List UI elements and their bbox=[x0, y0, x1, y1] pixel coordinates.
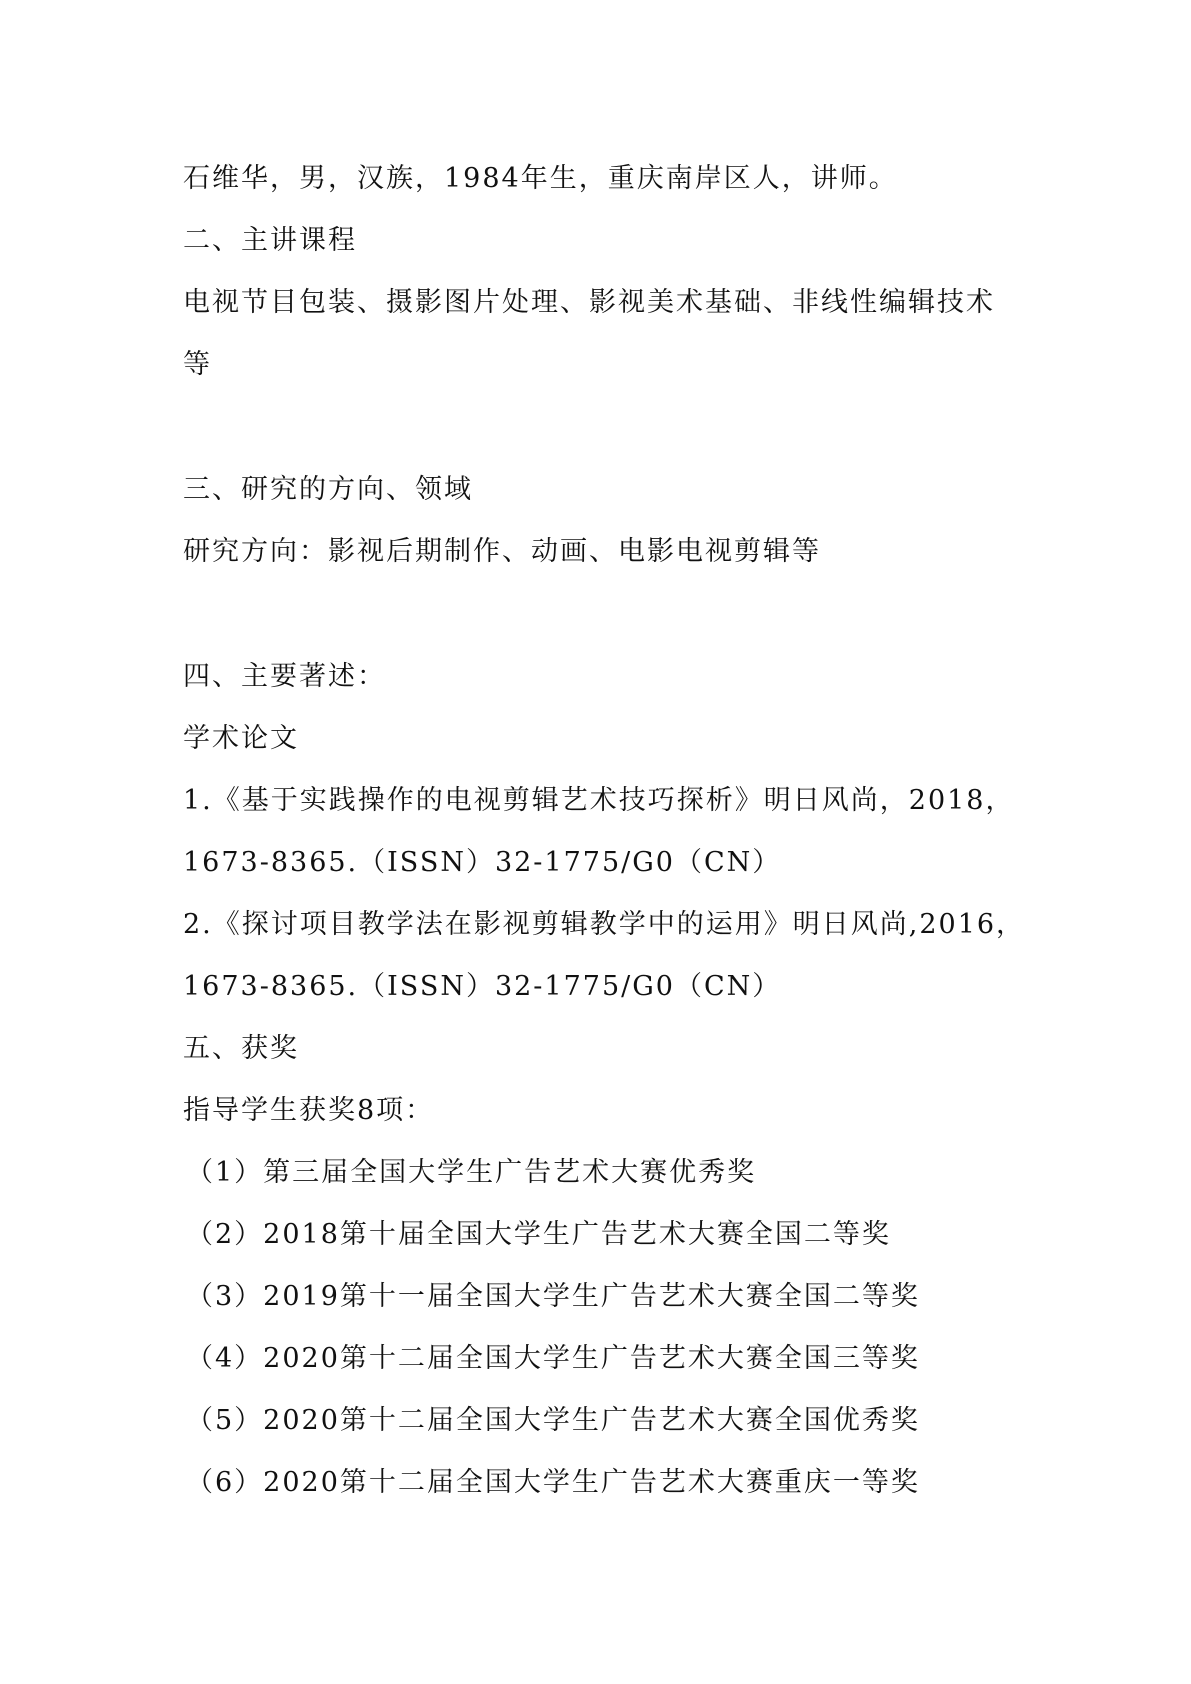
courses-text-continued: 等 bbox=[183, 349, 212, 380]
paper-1-title: 1.《基于实践操作的电视剪辑艺术技巧探析》明日风尚，2018， bbox=[183, 785, 1015, 816]
award-item: （3）2019第十一届全国大学生广告艺术大赛全国二等奖 bbox=[186, 1281, 920, 1312]
paper-1-issn: 1673-8365.（ISSN）32-1775/G0（CN） bbox=[183, 847, 782, 878]
section-heading-research: 三、研究的方向、领域 bbox=[183, 474, 473, 505]
section-heading-awards: 五、获奖 bbox=[183, 1033, 299, 1064]
intro-text: 石维华，男，汉族，1984年生，重庆南岸区人，讲师。 bbox=[183, 163, 898, 194]
award-item: （5）2020第十二届全国大学生广告艺术大赛全国优秀奖 bbox=[186, 1405, 920, 1436]
paper-2-issn: 1673-8365.（ISSN）32-1775/G0（CN） bbox=[183, 971, 782, 1002]
section-heading-courses: 二、主讲课程 bbox=[183, 225, 357, 256]
publications-subheading: 学术论文 bbox=[183, 723, 299, 754]
courses-text: 电视节目包装、摄影图片处理、影视美术基础、非线性编辑技术 bbox=[183, 287, 995, 318]
section-heading-publications: 四、主要著述： bbox=[183, 661, 386, 692]
paper-2-title: 2.《探讨项目教学法在影视剪辑教学中的运用》明日风尚,2016， bbox=[183, 909, 1026, 940]
awards-summary: 指导学生获奖8项： bbox=[183, 1095, 435, 1126]
research-text: 研究方向：影视后期制作、动画、电影电视剪辑等 bbox=[183, 536, 821, 567]
award-item: （1）第三届全国大学生广告艺术大赛优秀奖 bbox=[186, 1157, 757, 1188]
award-item: （2）2018第十届全国大学生广告艺术大赛全国二等奖 bbox=[186, 1219, 891, 1250]
award-item: （4）2020第十二届全国大学生广告艺术大赛全国三等奖 bbox=[186, 1343, 920, 1374]
award-item: （6）2020第十二届全国大学生广告艺术大赛重庆一等奖 bbox=[186, 1467, 920, 1498]
